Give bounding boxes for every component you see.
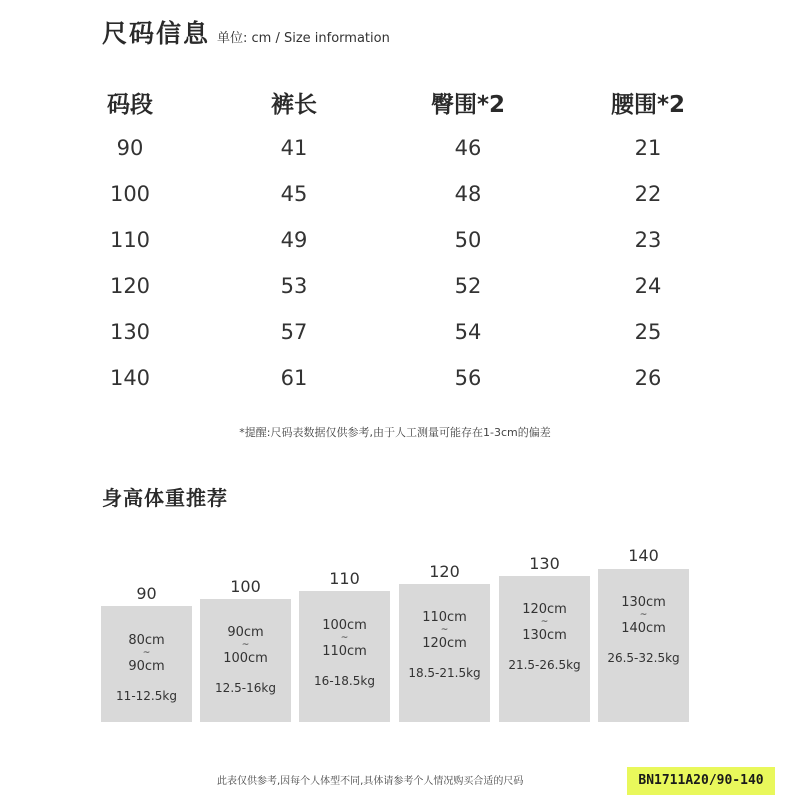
table-cell: 49 <box>280 228 308 252</box>
weight-range: 11-12.5kg <box>116 689 177 703</box>
height-from: 120cm <box>522 602 567 617</box>
table-cell: 46 <box>454 136 482 160</box>
height-to: 130cm <box>522 628 567 643</box>
table-cell: 26 <box>634 366 662 390</box>
table-cell: 120 <box>109 274 151 298</box>
tilde-icon: ~ <box>540 617 549 627</box>
size-label: 90 <box>136 584 157 603</box>
height-to: 140cm <box>621 621 666 636</box>
table-cell: 24 <box>634 274 662 298</box>
weight-range: 26.5-32.5kg <box>607 651 680 665</box>
table-cell: 25 <box>634 320 662 344</box>
size-box <box>299 591 390 722</box>
table-cell: 57 <box>280 320 308 344</box>
weight-range: 16-18.5kg <box>314 674 375 688</box>
height-to: 90cm <box>128 659 165 674</box>
weight-range: 12.5-16kg <box>215 681 276 695</box>
size-box <box>399 584 490 722</box>
table-cell: 90 <box>116 136 144 160</box>
table-cell: 54 <box>454 320 482 344</box>
column-header-length: 裤长 <box>271 92 317 118</box>
size-box <box>200 599 291 722</box>
tilde-icon: ~ <box>340 633 349 643</box>
size-label: 110 <box>329 569 360 588</box>
table-cell: 110 <box>109 228 151 252</box>
section-title: 身高体重推荐 <box>102 486 228 510</box>
column-header-size: 码段 <box>107 92 153 118</box>
column-header-hip: 臀围*2 <box>430 92 506 118</box>
table-cell: 48 <box>454 182 482 206</box>
size-box <box>101 606 192 722</box>
height-from: 110cm <box>422 610 467 625</box>
measurement-note: *提醒:尺码表数据仅供参考,由于人工测量可能存在1-3cm的偏差 <box>239 426 551 439</box>
tilde-icon: ~ <box>241 640 250 650</box>
tilde-icon: ~ <box>440 625 449 635</box>
size-label: 100 <box>230 577 261 596</box>
height-from: 80cm <box>128 633 165 648</box>
size-box <box>598 569 689 722</box>
height-to: 120cm <box>422 636 467 651</box>
product-code-badge: BN1711A20/90-140 <box>627 767 775 795</box>
size-label: 140 <box>628 546 659 565</box>
size-label: 120 <box>429 562 460 581</box>
tilde-icon: ~ <box>142 648 151 658</box>
weight-range: 21.5-26.5kg <box>508 658 581 672</box>
table-cell: 45 <box>280 182 308 206</box>
table-cell: 52 <box>454 274 482 298</box>
tilde-icon: ~ <box>639 610 648 620</box>
height-from: 130cm <box>621 595 666 610</box>
table-cell: 41 <box>280 136 308 160</box>
height-to: 100cm <box>223 651 268 666</box>
height-to: 110cm <box>322 644 367 659</box>
weight-range: 18.5-21.5kg <box>408 666 481 680</box>
height-from: 100cm <box>322 618 367 633</box>
table-cell: 53 <box>280 274 308 298</box>
table-cell: 61 <box>280 366 308 390</box>
height-from: 90cm <box>227 625 264 640</box>
table-cell: 23 <box>634 228 662 252</box>
table-cell: 21 <box>634 136 662 160</box>
size-box <box>499 576 590 722</box>
unit-label: 单位: cm / Size information <box>217 31 390 46</box>
table-cell: 56 <box>454 366 482 390</box>
table-cell: 50 <box>454 228 482 252</box>
table-cell: 130 <box>109 320 151 344</box>
page-title: 尺码信息 <box>102 19 211 48</box>
size-label: 130 <box>529 554 560 573</box>
column-header-waist: 腰围*2 <box>610 92 686 118</box>
table-cell: 100 <box>109 182 151 206</box>
table-cell: 140 <box>109 366 151 390</box>
footer-note: 此表仅供参考,因每个人体型不同,具体请参考个人情况购买合适的尺码 <box>217 776 524 787</box>
table-cell: 22 <box>634 182 662 206</box>
